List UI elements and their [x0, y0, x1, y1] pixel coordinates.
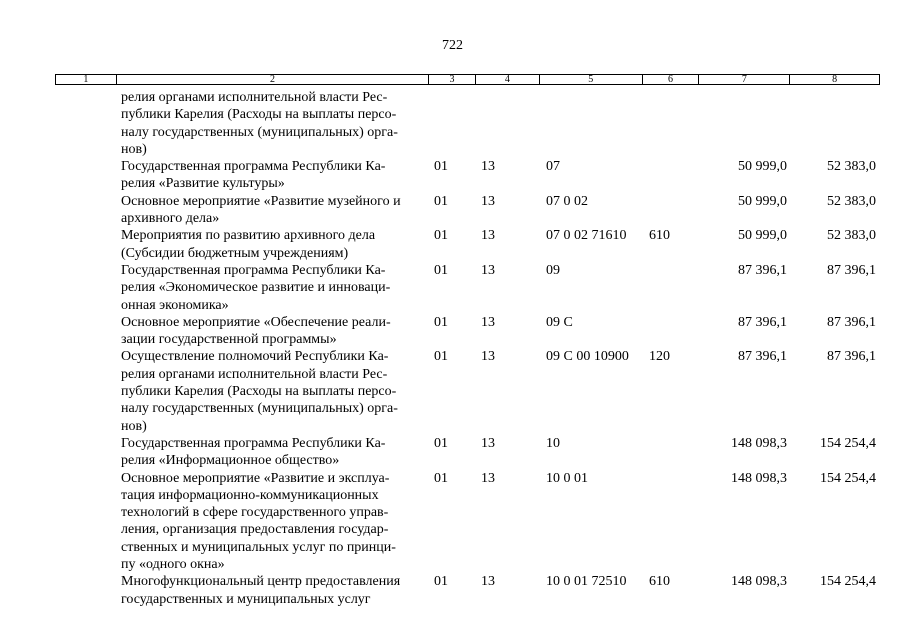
- row-sum-2: [791, 89, 880, 158]
- header-col-8: 8: [832, 74, 838, 85]
- row-pr: 13: [481, 574, 495, 590]
- row-vr: [643, 314, 700, 349]
- row-name-line: Основное мероприятие «Обеспечение реали-: [121, 314, 391, 330]
- row-col-1: [55, 314, 116, 349]
- header-col-2: 2: [117, 75, 429, 84]
- row-vr: [643, 470, 700, 574]
- row-vr: [643, 435, 700, 470]
- row-sum-2: 87 396,1: [827, 314, 876, 330]
- row-col-1: [55, 573, 116, 608]
- row-name-line: релия «Информационное общество»: [121, 453, 340, 469]
- row-pr: 13: [481, 228, 495, 244]
- row-name-line: зации государственной программы»: [121, 332, 337, 348]
- row-vr: 120: [649, 349, 670, 365]
- row-csr: 09: [546, 262, 560, 278]
- row-vr: [643, 262, 700, 314]
- header-col-7: 7: [699, 75, 790, 84]
- row-name-line: налу государственных (муниципальных) орга-: [121, 124, 398, 140]
- row-name-line: архивного дела»: [121, 211, 220, 227]
- row-name-line: публики Карелия (Расходы на выплаты персо-: [121, 107, 397, 123]
- row-sum-1: 50 999,0: [738, 159, 787, 175]
- row-col-1: [55, 158, 116, 193]
- row-sum-1: 148 098,3: [731, 435, 787, 451]
- row-rz: [429, 89, 476, 158]
- row-name: [116, 314, 429, 349]
- row-sum-1: 87 396,1: [738, 349, 787, 365]
- row-csr: 10 0 01: [546, 470, 588, 486]
- row-vr: [643, 89, 700, 158]
- row-sum-2: 52 383,0: [827, 193, 876, 209]
- row-csr: 07 0 02: [546, 193, 588, 209]
- row-name-line: нов): [121, 141, 147, 157]
- row-pr: 13: [481, 435, 495, 451]
- row-rz: 01: [434, 159, 448, 175]
- row-name-line: налу государственных (муниципальных) орга-: [121, 401, 398, 417]
- row-pr: 13: [481, 193, 495, 209]
- row-name-line: Осуществление полномочий Республики Ка-: [121, 349, 389, 365]
- row-name: [116, 470, 429, 574]
- row-name: [116, 573, 429, 608]
- table-row: [55, 314, 880, 349]
- row-pr: 13: [481, 262, 495, 278]
- row-col-1: [55, 227, 116, 262]
- row-csr: 07: [546, 159, 560, 175]
- row-name-line: Государственная программа Республики Ка-: [121, 159, 386, 175]
- row-name: [116, 435, 429, 470]
- row-col-1: [55, 193, 116, 228]
- header-col-1: 1: [56, 75, 117, 84]
- row-name-line: релия «Развитие культуры»: [121, 176, 285, 192]
- row-vr: [643, 158, 700, 193]
- row-vr: 610: [649, 228, 670, 244]
- row-sum-2: 87 396,1: [827, 349, 876, 365]
- header-col-5: 5: [540, 75, 643, 84]
- row-name-line: Мероприятия по развитию архивного дела: [121, 228, 376, 244]
- table-row: [55, 89, 880, 158]
- row-name: [116, 193, 429, 228]
- row-col-1: [55, 262, 116, 314]
- row-name-line: релия органами исполнительной власти Рес-: [121, 90, 388, 105]
- row-sum-2: 87 396,1: [827, 262, 876, 278]
- table-row: [55, 348, 880, 434]
- row-csr: 10: [546, 435, 560, 451]
- row-sum-1: 87 396,1: [738, 262, 787, 278]
- row-name-line: ственных и муниципальных услуг по принци-: [121, 539, 396, 555]
- table-body: [55, 89, 880, 608]
- row-name: [116, 262, 429, 314]
- row-col-1: [55, 470, 116, 574]
- table-row: [55, 158, 880, 193]
- row-sum-2: 52 383,0: [827, 159, 876, 175]
- row-name: [116, 158, 429, 193]
- row-pr: 13: [481, 159, 495, 175]
- row-sum-1: 50 999,0: [738, 193, 787, 209]
- row-rz: 01: [434, 193, 448, 209]
- row-rz: 01: [434, 314, 448, 330]
- row-vr: 610: [649, 574, 670, 590]
- row-pr: 13: [481, 349, 495, 365]
- table-header: [55, 74, 880, 85]
- table-row: [55, 470, 880, 574]
- row-col-1: [55, 89, 116, 158]
- row-csr: 09 С 00 10900: [546, 349, 629, 365]
- row-rz: 01: [434, 349, 448, 365]
- row-pr: 13: [481, 314, 495, 330]
- row-name-line: Основное мероприятие «Развитие музейного и: [121, 193, 401, 209]
- row-vr: [643, 193, 700, 228]
- row-sum-1: 50 999,0: [738, 228, 787, 244]
- row-name-line: (Субсидии бюджетным учреждениям): [121, 245, 349, 261]
- row-col-1: [55, 348, 116, 434]
- row-name-line: ления, организация предоставления государ-: [121, 522, 389, 538]
- row-csr: 07 0 02 71610: [546, 228, 627, 244]
- table-row: [55, 193, 880, 228]
- row-sum-1: 87 396,1: [738, 314, 787, 330]
- row-sum-2: 154 254,4: [820, 435, 876, 451]
- row-sum-1: 148 098,3: [731, 470, 787, 486]
- row-name-line: релия «Экономическое развитие и инноваци-: [121, 280, 391, 296]
- table-row: [55, 227, 880, 262]
- row-col-1: [55, 435, 116, 470]
- row-name-line: Государственная программа Республики Ка-: [121, 262, 386, 278]
- row-name: [116, 348, 429, 434]
- row-rz: 01: [434, 228, 448, 244]
- row-rz: 01: [434, 470, 448, 486]
- row-sum-1: [700, 89, 791, 158]
- row-rz: 01: [434, 574, 448, 590]
- page-number: 722: [442, 38, 463, 53]
- row-sum-1: 148 098,3: [731, 574, 787, 590]
- row-rz: 01: [434, 435, 448, 451]
- row-name-line: онная экономика»: [121, 297, 229, 313]
- row-name: [116, 89, 429, 158]
- row-csr: 10 0 01 72510: [546, 574, 627, 590]
- row-name-line: пу «одного окна»: [121, 557, 225, 573]
- row-name-line: Государственная программа Республики Ка-: [121, 435, 386, 451]
- row-sum-2: 52 383,0: [827, 228, 876, 244]
- header-col-6: 6: [643, 75, 700, 84]
- row-name-line: публики Карелия (Расходы на выплаты персо-: [121, 384, 397, 400]
- row-name-line: технологий в сфере государственного управ-: [121, 505, 389, 521]
- row-name-line: тация информационно-коммуникационных: [121, 487, 379, 503]
- row-name-line: Основное мероприятие «Развитие и эксплуа-: [121, 470, 390, 486]
- row-name-line: нов): [121, 418, 147, 434]
- row-pr: 13: [481, 470, 495, 486]
- row-sum-2: 154 254,4: [820, 574, 876, 590]
- row-sum-2: 154 254,4: [820, 470, 876, 486]
- header-col-3: 3: [429, 75, 476, 84]
- table-row: [55, 435, 880, 470]
- row-name-line: релия органами исполнительной власти Рес-: [121, 366, 388, 382]
- row-pr: [476, 89, 540, 158]
- row-csr: 09 С: [546, 314, 573, 330]
- row-name-line: государственных и муниципальных услуг: [121, 591, 371, 607]
- row-rz: 01: [434, 262, 448, 278]
- row-csr: [540, 89, 643, 158]
- table-row: [55, 262, 880, 314]
- table-row: [55, 573, 880, 608]
- row-name: [116, 227, 429, 262]
- header-col-4: 4: [476, 75, 540, 84]
- row-name-line: Многофункциональный центр предоставления: [121, 574, 401, 590]
